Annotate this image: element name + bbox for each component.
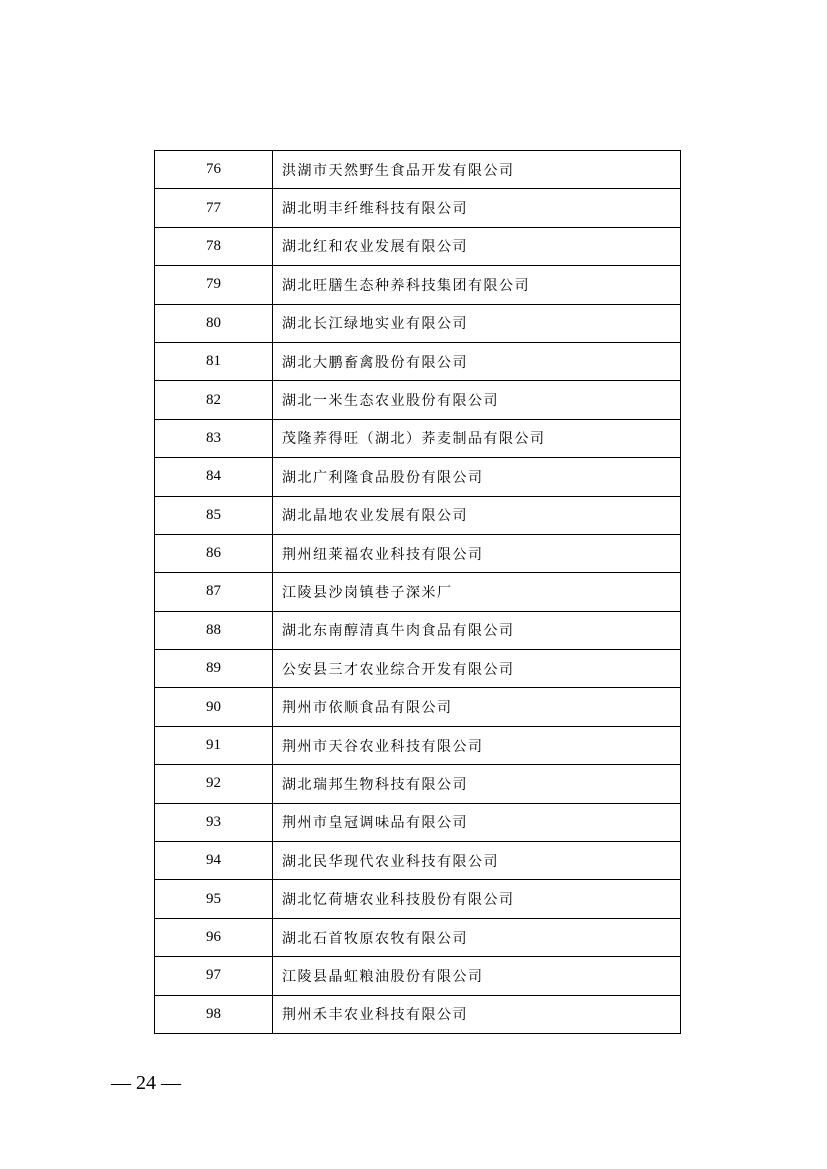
- table-row: [155, 803, 681, 841]
- row-number: 81: [155, 342, 273, 380]
- company-name: 湖北长江绿地实业有限公司: [273, 304, 681, 342]
- row-number: 92: [155, 765, 273, 803]
- table-row: [155, 995, 681, 1033]
- company-name: 茂隆荞得旺（湖北）荞麦制品有限公司: [273, 419, 681, 457]
- row-number: 82: [155, 381, 273, 419]
- row-number: 86: [155, 534, 273, 572]
- company-name: 湖北广利隆食品股份有限公司: [273, 458, 681, 496]
- company-list-table: [154, 150, 681, 1034]
- company-name: 湖北红和农业发展有限公司: [273, 227, 681, 265]
- company-name: 湖北民华现代农业科技有限公司: [273, 842, 681, 880]
- row-number: 79: [155, 266, 273, 304]
- table-row: [155, 688, 681, 726]
- table-row: [155, 458, 681, 496]
- table-row: [155, 381, 681, 419]
- row-number: 95: [155, 880, 273, 918]
- row-number: 89: [155, 650, 273, 688]
- company-name: 荆州禾丰农业科技有限公司: [273, 995, 681, 1033]
- row-number: 78: [155, 227, 273, 265]
- page-footer: [111, 1072, 181, 1095]
- table-row: [155, 419, 681, 457]
- table-row: [155, 650, 681, 688]
- row-number: 94: [155, 842, 273, 880]
- company-name: 洪湖市天然野生食品开发有限公司: [273, 151, 681, 189]
- company-name: 荆州纽莱福农业科技有限公司: [273, 534, 681, 572]
- table-row: [155, 918, 681, 956]
- table-row: [155, 611, 681, 649]
- company-name: 江陵县沙岗镇巷子深米厂: [273, 573, 681, 611]
- company-name: 湖北东南醇清真牛肉食品有限公司: [273, 611, 681, 649]
- table-row: [155, 304, 681, 342]
- row-number: 90: [155, 688, 273, 726]
- company-name: 荆州市皇冠调味品有限公司: [273, 803, 681, 841]
- company-name: 湖北旺膳生态种养科技集团有限公司: [273, 266, 681, 304]
- row-number: 93: [155, 803, 273, 841]
- row-number: 97: [155, 957, 273, 995]
- company-name: 荆州市依顺食品有限公司: [273, 688, 681, 726]
- table-row: [155, 880, 681, 918]
- row-number: 96: [155, 918, 273, 956]
- table-row: [155, 189, 681, 227]
- row-number: 98: [155, 995, 273, 1033]
- table-row: [155, 534, 681, 572]
- row-number: 80: [155, 304, 273, 342]
- company-name: 湖北晶地农业发展有限公司: [273, 496, 681, 534]
- table-row: [155, 573, 681, 611]
- table-row: [155, 342, 681, 380]
- table-row: [155, 726, 681, 764]
- company-name: 湖北一米生态农业股份有限公司: [273, 381, 681, 419]
- footer-dash-left: —: [111, 1072, 131, 1094]
- company-name: 湖北石首牧原农牧有限公司: [273, 918, 681, 956]
- page-number: 24: [136, 1072, 156, 1094]
- table-row: [155, 496, 681, 534]
- row-number: 84: [155, 458, 273, 496]
- table-row: [155, 842, 681, 880]
- company-name: 江陵县晶虹粮油股份有限公司: [273, 957, 681, 995]
- row-number: 76: [155, 151, 273, 189]
- row-number: 83: [155, 419, 273, 457]
- company-name: 湖北明丰纤维科技有限公司: [273, 189, 681, 227]
- company-name: 荆州市天谷农业科技有限公司: [273, 726, 681, 764]
- row-number: 91: [155, 726, 273, 764]
- footer-dash-right: —: [161, 1072, 181, 1094]
- table-row: [155, 227, 681, 265]
- company-list-body: [155, 151, 681, 1034]
- company-name: 湖北忆荷塘农业科技股份有限公司: [273, 880, 681, 918]
- row-number: 87: [155, 573, 273, 611]
- table-row: [155, 151, 681, 189]
- company-name: 湖北瑞邦生物科技有限公司: [273, 765, 681, 803]
- row-number: 88: [155, 611, 273, 649]
- company-name: 公安县三才农业综合开发有限公司: [273, 650, 681, 688]
- row-number: 77: [155, 189, 273, 227]
- table-row: [155, 266, 681, 304]
- company-name: 湖北大鹏畜禽股份有限公司: [273, 342, 681, 380]
- table-row: [155, 765, 681, 803]
- row-number: 85: [155, 496, 273, 534]
- table-row: [155, 957, 681, 995]
